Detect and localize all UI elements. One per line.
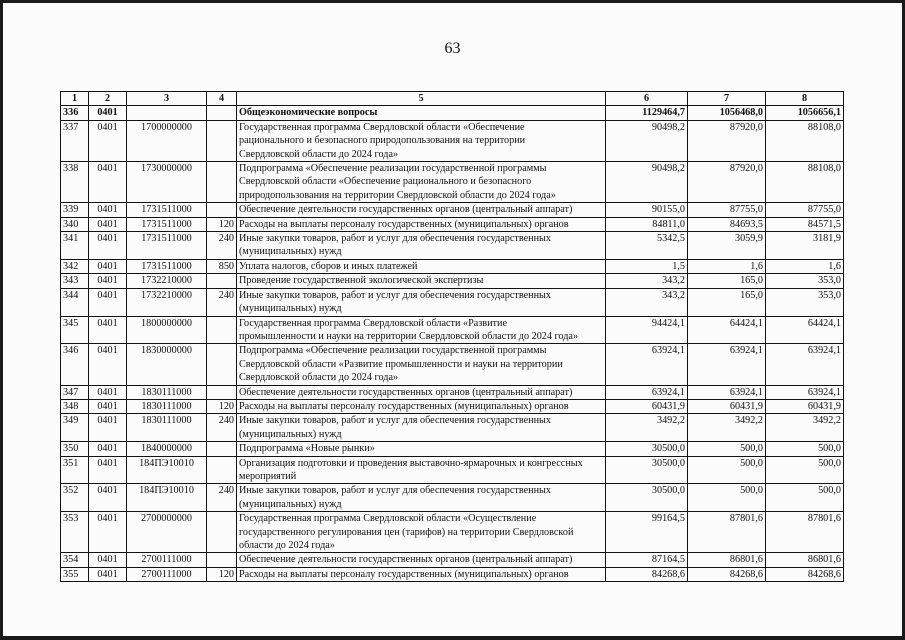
amount-cell: 84811,0 [606, 217, 688, 231]
table-row [61, 274, 844, 288]
item-name-cell [237, 316, 606, 344]
row-number-cell: 348 [61, 399, 89, 413]
amount-cell: 1129464,7 [606, 106, 688, 120]
item-name-cell [237, 217, 606, 231]
item-name-line: Иные закупки товаров, работ и услуг для обеспечения государственных [239, 415, 551, 427]
expense-type-cell: 240 [207, 414, 237, 442]
item-name-line: Свердловской области до 2024 года» [239, 148, 399, 160]
section-code-cell: 0401 [89, 120, 127, 161]
expense-type-cell [207, 106, 237, 120]
expense-type-cell [207, 203, 237, 217]
item-name-line: (муниципальных) нужд [239, 498, 342, 510]
amount-cell: 87755,0 [688, 203, 766, 217]
row-number-cell: 340 [61, 217, 89, 231]
table-row [61, 512, 844, 553]
amount-cell: 86801,6 [766, 553, 844, 567]
item-name-cell [237, 259, 606, 273]
item-name-cell [237, 414, 606, 442]
row-number-cell: 354 [61, 553, 89, 567]
amount-cell: 165,0 [688, 274, 766, 288]
section-code-cell: 0401 [89, 553, 127, 567]
amount-cell: 343,2 [606, 274, 688, 288]
amount-cell: 3059,9 [688, 232, 766, 260]
item-name-cell [237, 385, 606, 399]
target-code-cell: 1840000000 [127, 442, 207, 456]
target-code-cell: 1830000000 [127, 344, 207, 385]
section-code-cell: 0401 [89, 259, 127, 273]
item-name-line: Подпрограмма «Новые рынки» [239, 443, 375, 455]
column-header: 2 [89, 92, 127, 106]
column-header: 7 [688, 92, 766, 106]
row-number-cell: 345 [61, 316, 89, 344]
section-code-cell: 0401 [89, 414, 127, 442]
amount-cell: 87920,0 [688, 120, 766, 161]
item-name-line: Обеспечение деятельности государственных органов (центральный аппарат) [239, 204, 573, 216]
amount-cell: 500,0 [766, 484, 844, 512]
target-code-cell: 1830111000 [127, 414, 207, 442]
amount-cell: 500,0 [766, 456, 844, 484]
section-code-cell: 0401 [89, 316, 127, 344]
item-name-line: Свердловской области «Обеспечение рационального и безопасного [239, 176, 532, 188]
row-number-cell: 337 [61, 120, 89, 161]
table-row [61, 385, 844, 399]
amount-cell: 60431,9 [606, 399, 688, 413]
expense-type-cell [207, 274, 237, 288]
amount-cell: 3492,2 [606, 414, 688, 442]
section-code-cell: 0401 [89, 484, 127, 512]
expense-type-cell: 240 [207, 288, 237, 316]
budget-table [60, 91, 844, 582]
section-code-cell: 0401 [89, 162, 127, 203]
target-code-cell: 2700111000 [127, 567, 207, 581]
amount-cell: 63924,1 [688, 385, 766, 399]
section-code-cell: 0401 [89, 274, 127, 288]
item-name-line: Расходы на выплаты персоналу государственных (муниципальных) органов [239, 218, 569, 230]
row-number-cell: 339 [61, 203, 89, 217]
column-header: 6 [606, 92, 688, 106]
item-name-cell [237, 442, 606, 456]
item-name-line: Иные закупки товаров, работ и услуг для обеспечения государственных [239, 289, 551, 301]
amount-cell: 500,0 [688, 442, 766, 456]
row-number-cell: 342 [61, 259, 89, 273]
item-name-cell [237, 203, 606, 217]
amount-cell: 5342,5 [606, 232, 688, 260]
table-row [61, 203, 844, 217]
amount-cell: 90498,2 [606, 120, 688, 161]
section-code-cell: 0401 [89, 456, 127, 484]
item-name-cell [237, 344, 606, 385]
table-row [61, 120, 844, 161]
amount-cell: 63924,1 [766, 385, 844, 399]
row-number-cell: 349 [61, 414, 89, 442]
target-code-cell: 184ПЭ10010 [127, 484, 207, 512]
item-name-cell [237, 274, 606, 288]
table-row [61, 217, 844, 231]
amount-cell: 94424,1 [606, 316, 688, 344]
target-code-cell: 1731511000 [127, 259, 207, 273]
amount-cell: 1,5 [606, 259, 688, 273]
item-name-line: Свердловской области до 2024 года» [239, 372, 399, 384]
item-name-line: Обеспечение деятельности государственных органов (центральный аппарат) [239, 386, 573, 398]
table-row [61, 484, 844, 512]
expense-type-cell [207, 456, 237, 484]
item-name-line: Государственная программа Свердловской области «Обеспечение [239, 121, 525, 133]
target-code-cell: 1730000000 [127, 162, 207, 203]
table-row [61, 106, 844, 120]
table-body [61, 106, 844, 582]
expense-type-cell [207, 442, 237, 456]
item-name-cell [237, 162, 606, 203]
row-number-cell: 347 [61, 385, 89, 399]
amount-cell: 63924,1 [766, 344, 844, 385]
target-code-cell: 184ПЭ10010 [127, 456, 207, 484]
item-name-cell [237, 232, 606, 260]
item-name-cell [237, 399, 606, 413]
page-number: 63 [444, 40, 461, 57]
amount-cell: 30500,0 [606, 456, 688, 484]
row-number-cell: 352 [61, 484, 89, 512]
item-name-cell [237, 553, 606, 567]
expense-type-cell [207, 344, 237, 385]
table-row [61, 567, 844, 581]
expense-type-cell: 240 [207, 484, 237, 512]
section-code-cell: 0401 [89, 399, 127, 413]
column-header: 3 [127, 92, 207, 106]
item-name-cell [237, 456, 606, 484]
table-row [61, 232, 844, 260]
amount-cell: 353,0 [766, 288, 844, 316]
section-code-cell: 0401 [89, 442, 127, 456]
row-number-cell: 355 [61, 567, 89, 581]
amount-cell: 87164,5 [606, 553, 688, 567]
section-code-cell: 0401 [89, 567, 127, 581]
expense-type-cell: 120 [207, 399, 237, 413]
expense-type-cell [207, 512, 237, 553]
amount-cell: 1056468,0 [688, 106, 766, 120]
amount-cell: 60431,9 [688, 399, 766, 413]
expense-type-cell [207, 316, 237, 344]
section-code-cell: 0401 [89, 203, 127, 217]
column-header: 8 [766, 92, 844, 106]
amount-cell: 343,2 [606, 288, 688, 316]
item-name-line: Государственная программа Свердловской области «Осуществление [239, 513, 537, 525]
amount-cell: 64424,1 [766, 316, 844, 344]
row-number-cell: 350 [61, 442, 89, 456]
amount-cell: 87801,6 [766, 512, 844, 553]
item-name-line: Организация подготовки и проведения выставочно-ярмарочных и конгрессных [239, 457, 583, 469]
amount-cell: 84268,6 [766, 567, 844, 581]
row-number-cell: 344 [61, 288, 89, 316]
amount-cell: 60431,9 [766, 399, 844, 413]
section-code-cell: 0401 [89, 217, 127, 231]
table-row [61, 456, 844, 484]
expense-type-cell: 120 [207, 567, 237, 581]
item-name-line: Общеэкономические вопросы [239, 107, 378, 119]
item-name-line: Расходы на выплаты персоналу государственных (муниципальных) органов [239, 400, 569, 412]
item-name-line: (муниципальных) нужд [239, 428, 342, 440]
expense-type-cell: 850 [207, 259, 237, 273]
amount-cell: 353,0 [766, 274, 844, 288]
item-name-line: (муниципальных) нужд [239, 246, 342, 258]
amount-cell: 88108,0 [766, 120, 844, 161]
amount-cell: 63924,1 [606, 385, 688, 399]
target-code-cell [127, 106, 207, 120]
item-name-line: области до 2024 года» [239, 540, 335, 551]
item-name-line: Свердловской области «Развитие промышленности и науки на территории [239, 358, 563, 370]
expense-type-cell: 120 [207, 217, 237, 231]
expense-type-cell [207, 385, 237, 399]
amount-cell: 500,0 [688, 484, 766, 512]
amount-cell: 165,0 [688, 288, 766, 316]
item-name-cell [237, 106, 606, 120]
expense-type-cell [207, 120, 237, 161]
row-number-cell: 341 [61, 232, 89, 260]
item-name-cell [237, 567, 606, 581]
target-code-cell: 2700000000 [127, 512, 207, 553]
table-row [61, 288, 844, 316]
amount-cell: 87920,0 [688, 162, 766, 203]
item-name-line: Иные закупки товаров, работ и услуг для обеспечения государственных [239, 485, 551, 497]
table-row [61, 316, 844, 344]
table-row [61, 414, 844, 442]
item-name-line: (муниципальных) нужд [239, 303, 342, 315]
expense-type-cell [207, 162, 237, 203]
amount-cell: 87755,0 [766, 203, 844, 217]
item-name-line: Расходы на выплаты персоналу государственных (муниципальных) органов [239, 568, 569, 580]
table-row [61, 442, 844, 456]
row-number-cell: 346 [61, 344, 89, 385]
amount-cell: 1056656,1 [766, 106, 844, 120]
amount-cell: 84571,5 [766, 217, 844, 231]
section-code-cell: 0401 [89, 512, 127, 553]
section-code-cell: 0401 [89, 344, 127, 385]
table-row [61, 259, 844, 273]
row-number-cell: 353 [61, 512, 89, 553]
table-row [61, 344, 844, 385]
amount-cell: 500,0 [688, 456, 766, 484]
row-number-cell: 343 [61, 274, 89, 288]
row-number-cell: 351 [61, 456, 89, 484]
row-number-cell: 336 [61, 106, 89, 120]
amount-cell: 64424,1 [688, 316, 766, 344]
item-name-line: Обеспечение деятельности государственных органов (центральный аппарат) [239, 554, 573, 566]
item-name-line: государственного регулирования цен (тарифов) на территории Свердловской [239, 526, 574, 538]
target-code-cell: 1731511000 [127, 203, 207, 217]
item-name-cell [237, 512, 606, 553]
item-name-line: мероприятий [239, 470, 297, 482]
item-name-line: рационального и безопасного природопользования на территории [239, 135, 526, 147]
target-code-cell: 1700000000 [127, 120, 207, 161]
item-name-line: Подпрограмма «Обеспечение реализации государственной программы [239, 163, 547, 175]
section-code-cell: 0401 [89, 385, 127, 399]
target-code-cell: 1732210000 [127, 274, 207, 288]
table-row [61, 553, 844, 567]
table-row [61, 399, 844, 413]
amount-cell: 87801,6 [688, 512, 766, 553]
amount-cell: 3181,9 [766, 232, 844, 260]
amount-cell: 84268,6 [688, 567, 766, 581]
item-name-cell [237, 484, 606, 512]
amount-cell: 86801,6 [688, 553, 766, 567]
item-name-line: промышленности и науки на территории Свердловской области до 2024 года» [239, 330, 579, 342]
section-code-cell: 0401 [89, 288, 127, 316]
item-name-cell [237, 120, 606, 161]
expense-type-cell: 240 [207, 232, 237, 260]
target-code-cell: 1830111000 [127, 385, 207, 399]
amount-cell: 3492,2 [688, 414, 766, 442]
column-header: 4 [207, 92, 237, 106]
expense-type-cell [207, 553, 237, 567]
item-name-line: Государственная программа Свердловской области «Развитие [239, 317, 507, 329]
amount-cell: 90155,0 [606, 203, 688, 217]
amount-cell: 63924,1 [606, 344, 688, 385]
target-code-cell: 1731511000 [127, 217, 207, 231]
item-name-line: природопользования на территории Свердловской области до 2024 года» [239, 189, 556, 201]
item-name-line: Проведение государственной экологической экспертизы [239, 275, 484, 287]
item-name-line: Подпрограмма «Обеспечение реализации государственной программы [239, 345, 547, 357]
table-header-row [61, 92, 844, 106]
target-code-cell: 1732210000 [127, 288, 207, 316]
amount-cell: 84693,5 [688, 217, 766, 231]
amount-cell: 500,0 [766, 442, 844, 456]
amount-cell: 30500,0 [606, 442, 688, 456]
section-code-cell: 0401 [89, 106, 127, 120]
amount-cell: 1,6 [766, 259, 844, 273]
target-code-cell: 1800000000 [127, 316, 207, 344]
document-page [3, 3, 902, 636]
amount-cell: 63924,1 [688, 344, 766, 385]
item-name-line: Иные закупки товаров, работ и услуг для обеспечения государственных [239, 233, 551, 245]
target-code-cell: 1731511000 [127, 232, 207, 260]
section-code-cell: 0401 [89, 232, 127, 260]
target-code-cell: 2700111000 [127, 553, 207, 567]
target-code-cell: 1830111000 [127, 399, 207, 413]
item-name-line: Уплата налогов, сборов и иных платежей [239, 260, 418, 272]
amount-cell: 3492,2 [766, 414, 844, 442]
amount-cell: 99164,5 [606, 512, 688, 553]
item-name-cell [237, 288, 606, 316]
amount-cell: 84268,6 [606, 567, 688, 581]
column-header: 5 [237, 92, 606, 106]
amount-cell: 90498,2 [606, 162, 688, 203]
table-row [61, 162, 844, 203]
amount-cell: 1,6 [688, 259, 766, 273]
row-number-cell: 338 [61, 162, 89, 203]
amount-cell: 30500,0 [606, 484, 688, 512]
amount-cell: 88108,0 [766, 162, 844, 203]
column-header: 1 [61, 92, 89, 106]
